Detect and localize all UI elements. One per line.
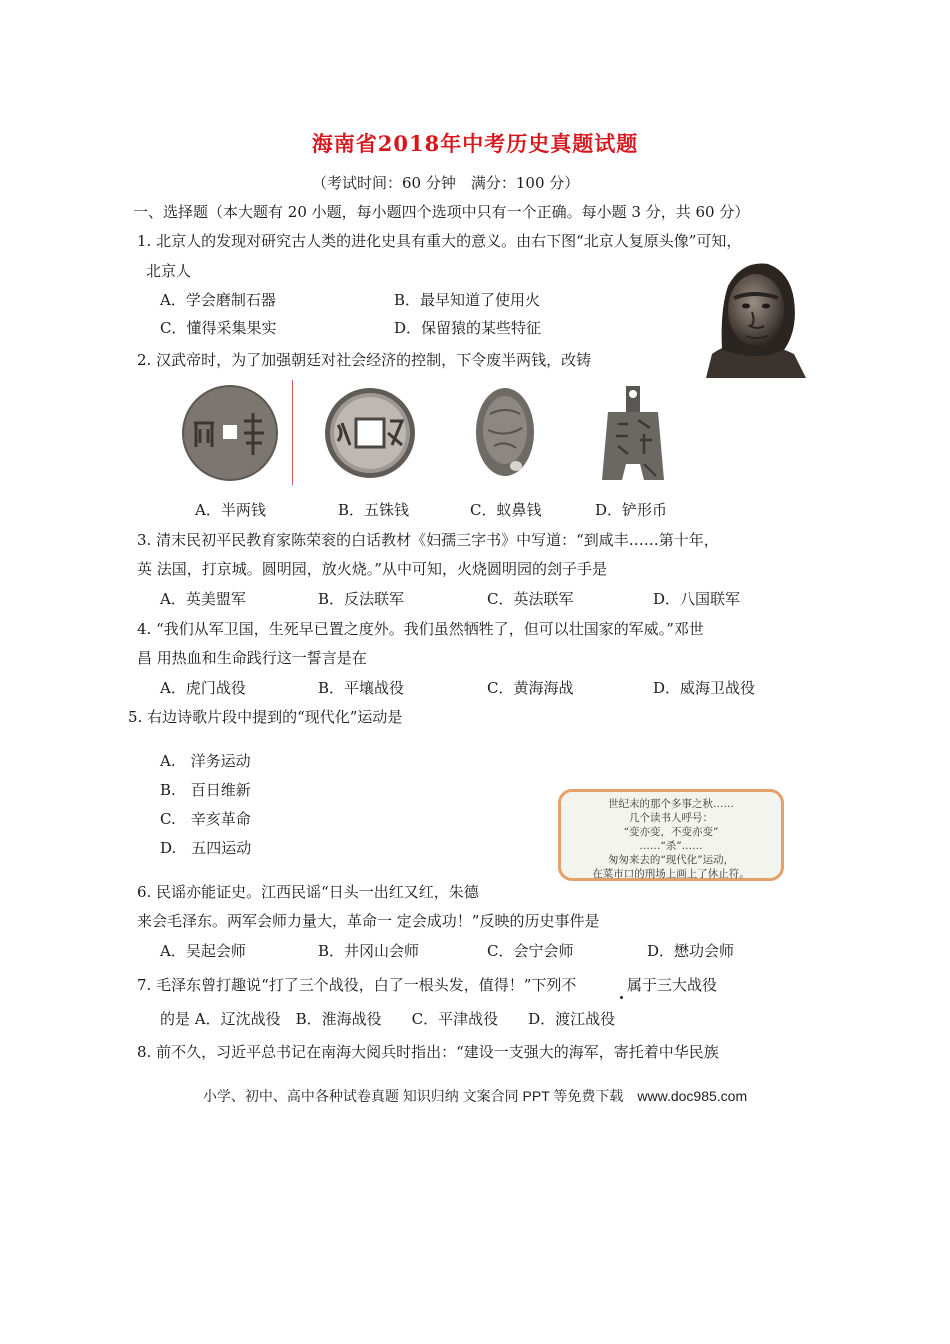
poem-line: 世纪末的那个多事之秋…… (608, 798, 734, 810)
question-2-option-d: D．铲形币 (595, 501, 668, 519)
question-6-option-a: A．吴起会师 (160, 942, 246, 960)
wuzhu-coin-image (322, 385, 418, 481)
footer-text: 小学、初中、高中各种试卷真题 知识归纳 文案合同 PPT 等免费下载 www.doc985.com (202, 1088, 748, 1104)
exam-info: （考试时间：60 分钟 满分：100 分） (312, 174, 580, 192)
question-4-option-d: D．威海卫战役 (653, 679, 756, 697)
question-1-option-d: D．保留猿的某些特征 (394, 319, 542, 337)
poem-line: ……“杀”…… (639, 840, 703, 852)
question-3-option-b: B．反法联军 (318, 590, 405, 608)
question-6-option-b: B．井冈山会师 (318, 942, 420, 960)
question-3-option-d: D．八国联军 (653, 590, 741, 608)
question-1-option-a: A．学会磨制石器 (160, 291, 276, 309)
question-7-text-emph: 属于三大战役 (627, 976, 718, 994)
poem-line: 在菜市口的刑场上画上了休止符。 (592, 868, 750, 880)
question-2-text: 2. 汉武帝时，为了加强朝廷对社会经济的控制，下令废半两钱，改铸 (137, 351, 592, 369)
question-2-option-a: A．半两钱 (195, 501, 266, 519)
question-5-option-a: A. 洋务运动 (160, 752, 251, 770)
poem-line: 几个读书人呼号： (629, 812, 713, 824)
question-1-text: 1. 北京人的发现对研究古人类的进化史具有重大的意义。由右下图“北京人复原头像”可知， (137, 232, 742, 250)
question-6-option-d: D．懋功会师 (647, 942, 735, 960)
yibi-coin-image (474, 384, 536, 480)
question-7-text-options: 的是 A．辽沈战役 B．淮海战役 C．平津战役 D．渡江战役 (160, 1010, 616, 1028)
question-6-text: 6. 民谣亦能证史。江西民谣“日头一出红又红，朱德 (137, 883, 479, 901)
question-3-text: 3. 清末民初平民教育家陈荣衮的白话教材《妇孺三字书》中写道：“到咸丰……第十年， (137, 531, 719, 549)
emphasis-dot (620, 996, 623, 999)
question-5-option-c: C. 辛亥革命 (160, 810, 251, 828)
poem-excerpt-box (558, 789, 784, 881)
question-4-option-b: B．平壤战役 (318, 679, 405, 697)
question-1-text-cont: 北京人 (146, 262, 192, 280)
question-5-option-b: B. 百日维新 (160, 781, 251, 799)
question-3-text-cont: 英 法国，打京城。圆明园，放火烧。”从中可知，火烧圆明园的刽子手是 (137, 560, 607, 578)
poem-line: “变亦变，不变亦变” (623, 826, 719, 838)
question-4-option-a: A．虎门战役 (160, 679, 246, 697)
question-5-option-d: D. 五四运动 (160, 839, 252, 857)
question-3-option-a: A．英美盟军 (160, 590, 246, 608)
document-title: 海南省2018年中考历史真题试题 (311, 131, 639, 156)
question-1-option-b: B．最早知道了使用火 (394, 291, 541, 309)
question-6-text-cont: 来会毛泽东。两军会师力量大，革命一 定会成功！”反映的历史事件是 (137, 912, 600, 930)
question-1-option-c: C．懂得采集果实 (160, 319, 277, 337)
poem-line: 匆匆来去的“现代化”运动， (607, 854, 735, 866)
peking-man-bust-image (698, 250, 808, 378)
question-4-option-c: C．黄海海战 (487, 679, 574, 697)
question-8-text: 8. 前不久，习近平总书记在南海大阅兵时指出：“建设一支强大的海军，寄托着中华民族 (137, 1043, 719, 1061)
question-4-text: 4. “我们从军卫国，生死早已置之度外。我们虽然牺牲了，但可以壮国家的军威。”邓世 (137, 620, 704, 638)
question-6-option-c: C．会宁会师 (487, 942, 574, 960)
question-2-option-c: C．蚁鼻钱 (470, 501, 542, 519)
banliang-coin-image (180, 383, 280, 483)
question-5-text: 5. 右边诗歌片段中提到的“现代化”运动是 (128, 708, 403, 726)
question-2-option-b: B．五铢钱 (338, 501, 410, 519)
section-heading: 一、选择题（本大题有 20 小题，每小题四个选项中只有一个正确。每小题 3 分，共 60 分） (133, 203, 750, 221)
question-3-option-c: C．英法联军 (487, 590, 574, 608)
question-7-text: 7. 毛泽东曾打趣说“打了三个战役，白了一根头发，值得！”下列不 (137, 976, 577, 994)
question-4-text-cont: 昌 用热血和生命践行这一誓言是在 (137, 649, 367, 667)
divider-line (292, 380, 293, 485)
spade-coin-image (598, 384, 668, 482)
